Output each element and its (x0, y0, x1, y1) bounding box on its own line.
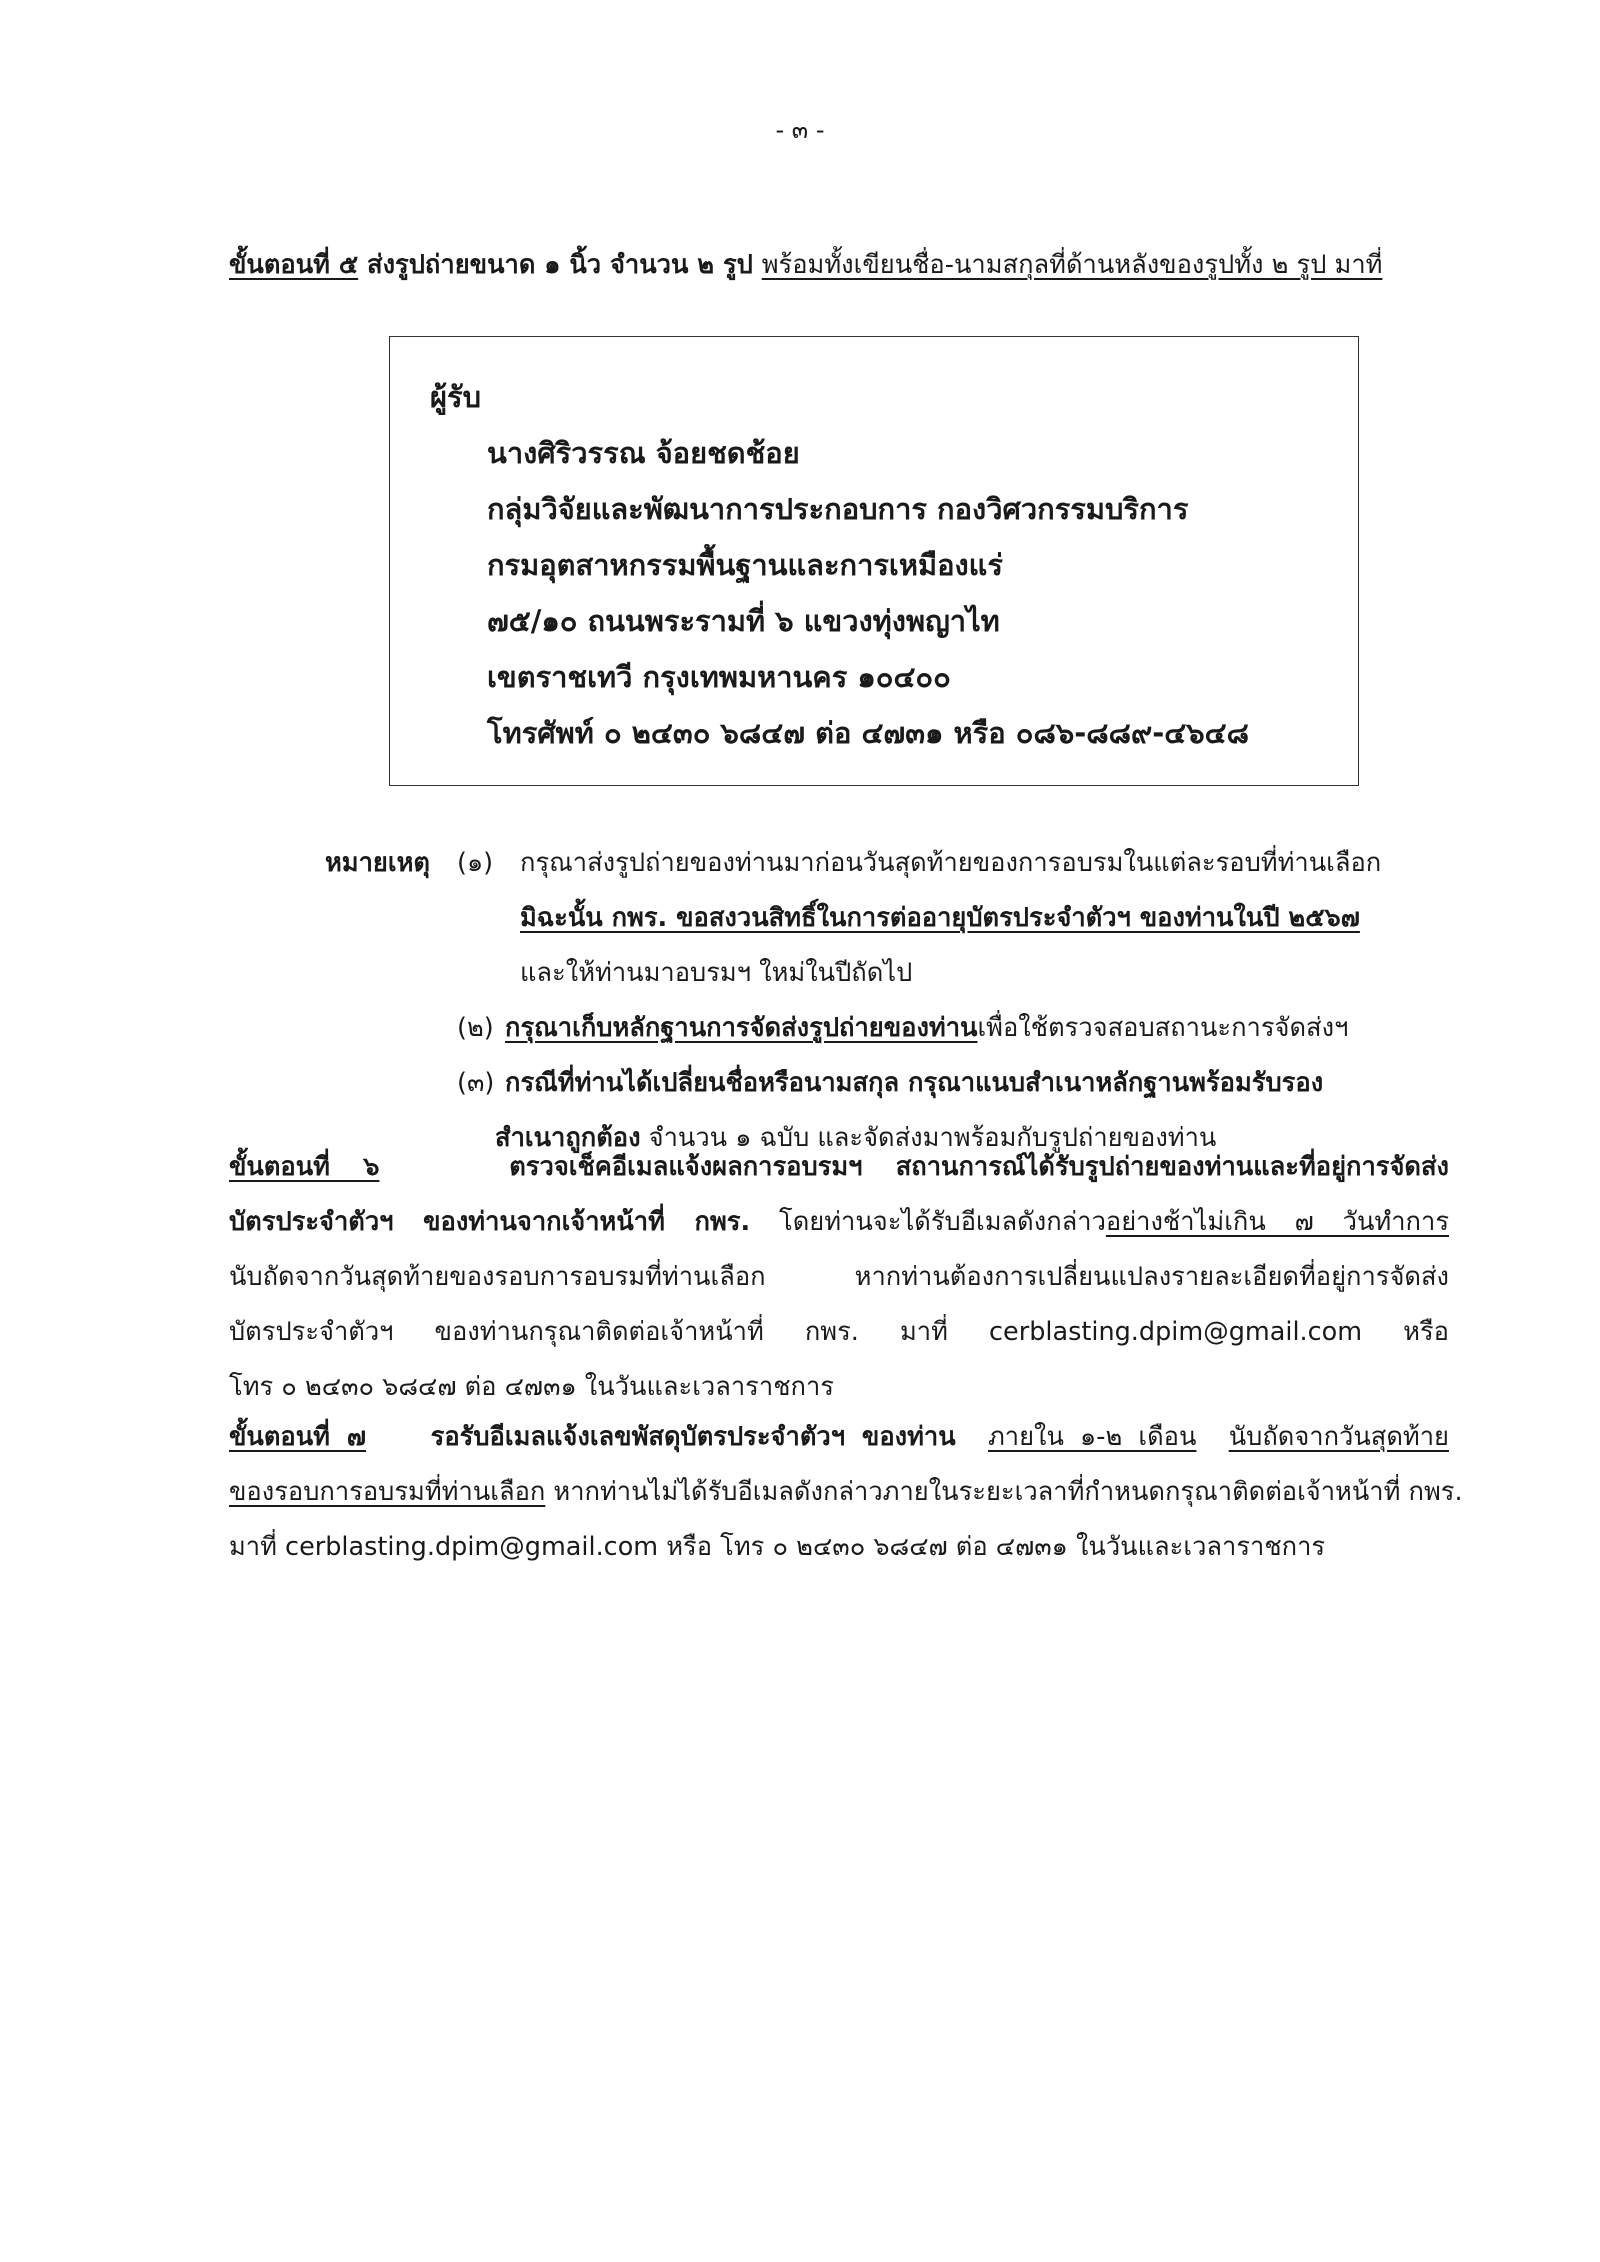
step-7-round: ของรอบการอบรมที่ท่านเลือก (229, 1477, 546, 1507)
notes-section (325, 836, 1465, 1166)
note-1-line-1 (325, 836, 1465, 891)
recipient-division: กลุ่มวิจัยและพัฒนาการประกอบการ กองวิศวกรรมบริการ (487, 492, 1189, 526)
recipient-phone: โทรศัพท์ ๐ ๒๔๓๐ ๖๘๔๗ ต่อ ๔๗๓๑ หรือ ๐๘๖-๘๘๙-๔๖๔๘ (487, 716, 1249, 750)
recipient-street: ๗๕/๑๐ ถนนพระรามที่ ๖ แขวงทุ่งพญาไท (487, 604, 1000, 638)
step-6-line-4: บัตรประจำตัวฯ ของท่านกรุณาติดต่อเจ้าหน้าที่ กพร. มาที่ cerblasting.dpim@gmail.com หรือ (229, 1317, 1449, 1347)
step-7-line-1 (229, 1410, 1449, 1465)
step-6-label: ขั้นตอนที่ ๖ (229, 1152, 380, 1182)
note-3-line-1 (325, 1056, 1465, 1111)
step-7-line-2 (229, 1465, 1463, 1520)
step-7-timeframe: ภายใน ๑-๒ เดือน (987, 1422, 1197, 1452)
recipient-district: เขตราชเทวี กรุงเทพมหานคร ๑๐๔๐๐ (487, 660, 951, 694)
step-6-heading: ตรวจเช็คอีเมลแจ้งผลการอบรมฯ สถานการณ์ได้รับรูปถ่ายของท่านและที่อยู่การจัดส่ง (509, 1152, 1449, 1182)
step-6-bold: บัตรประจำตัวฯ ของท่านจากเจ้าหน้าที่ กพร. (229, 1207, 751, 1237)
note-1-line-3 (325, 946, 1465, 1001)
step-5-label: ขั้นตอนที่ ๕ (229, 250, 359, 280)
step-7-paragraph (229, 1410, 1463, 1575)
note-2-number: (๒) (457, 1013, 494, 1043)
step-7-text: หากท่านไม่ได้รับอีเมลดังกล่าวภายในระยะเวลาที่กำหนดกรุณาติดต่อเจ้าหน้าที่ กพร. (545, 1477, 1463, 1507)
step-5-tail: มาที่ (1326, 250, 1383, 280)
notes-label: หมายเหตุ (325, 848, 430, 878)
note-3-number: (๓) (457, 1068, 495, 1098)
note-2-bold: กรุณาเก็บหลักฐานการจัดส่งรูปถ่ายของท่าน (505, 1013, 978, 1043)
note-3-bold: สำเนาถูกต้อง (495, 1123, 641, 1153)
step-6-line-5: โทร ๐ ๒๔๓๐ ๖๘๔๗ ต่อ ๔๗๓๑ ในวันและเวลาราชการ (229, 1372, 834, 1402)
note-3-rest: จำนวน ๑ ฉบับ และจัดส่งมาพร้อมกับรูปถ่ายของท่าน (640, 1123, 1217, 1153)
step-5-text: ส่งรูปถ่ายขนาด ๑ นิ้ว จำนวน ๒ รูป (358, 250, 762, 280)
step-6-paragraph (229, 1140, 1449, 1415)
step-5-underlined: พร้อมทั้งเขียนชื่อ-นามสกุลที่ด้านหลังของรูปทั้ง ๒ รูป (761, 250, 1327, 280)
step-7-label: ขั้นตอนที่ ๗ (229, 1422, 367, 1452)
page-number: - ๓ - (775, 116, 825, 144)
step-5-paragraph (229, 238, 1449, 293)
note-2-text: เพื่อใช้ตรวจสอบสถานะการจัดส่งฯ (977, 1013, 1349, 1043)
step-7-line-3: มาที่ cerblasting.dpim@gmail.com หรือ โทร ๐ ๒๔๓๐ ๖๘๔๗ ต่อ ๔๗๓๑ ในวันและเวลาราชการ (229, 1532, 1326, 1562)
note-1-text: กรุณาส่งรูปถ่ายของท่านมาก่อนวันสุดท้ายของการอบรมในแต่ละรอบที่ท่านเลือก (520, 848, 1382, 878)
note-3-text: กรณีที่ท่านได้เปลี่ยนชื่อหรือนามสกุล กรุณาแนบสำเนาหลักฐานพร้อมรับรอง (505, 1068, 1324, 1098)
step-6-line-1 (229, 1140, 1449, 1195)
note-1-continue: และให้ท่านมาอบรมฯ ใหม่ในปีถัดไป (520, 958, 913, 988)
step-7-heading: รอรับอีเมลแจ้งเลขพัสดุบัตรประจำตัวฯ ของท่าน (430, 1422, 956, 1452)
recipient-department: กรมอุตสาหกรรมพื้นฐานและการเหมืองแร่ (487, 548, 1003, 582)
recipient-address-box (389, 336, 1359, 786)
step-6-line-2 (229, 1195, 1449, 1250)
step-7-from: นับถัดจากวันสุดท้าย (1228, 1422, 1449, 1452)
step-6-line-3: นับถัดจากวันสุดท้ายของรอบการอบรมที่ท่านเลือก หากท่านต้องการเปลี่ยนแปลงรายละเอียดที่อยู่การจัดส่ง (229, 1262, 1449, 1292)
note-1-warning: มิฉะนั้น กพร. ขอสงวนสิทธิ์ในการต่ออายุบัตรประจำตัวฯ ของท่านในปี ๒๕๖๗ (520, 903, 1360, 933)
note-1-line-2 (325, 891, 1465, 946)
recipient-label: ผู้รับ (430, 380, 481, 414)
note-1-number: (๑) (457, 848, 494, 878)
step-6-text: โดยท่านจะได้รับอีเมลดังกล่าว (750, 1207, 1106, 1237)
step-6-deadline: อย่างช้าไม่เกิน ๗ วันทำการ (1105, 1207, 1450, 1237)
recipient-name: นางศิริวรรณ จ้อยชดช้อย (487, 436, 800, 470)
note-2 (325, 1001, 1465, 1056)
